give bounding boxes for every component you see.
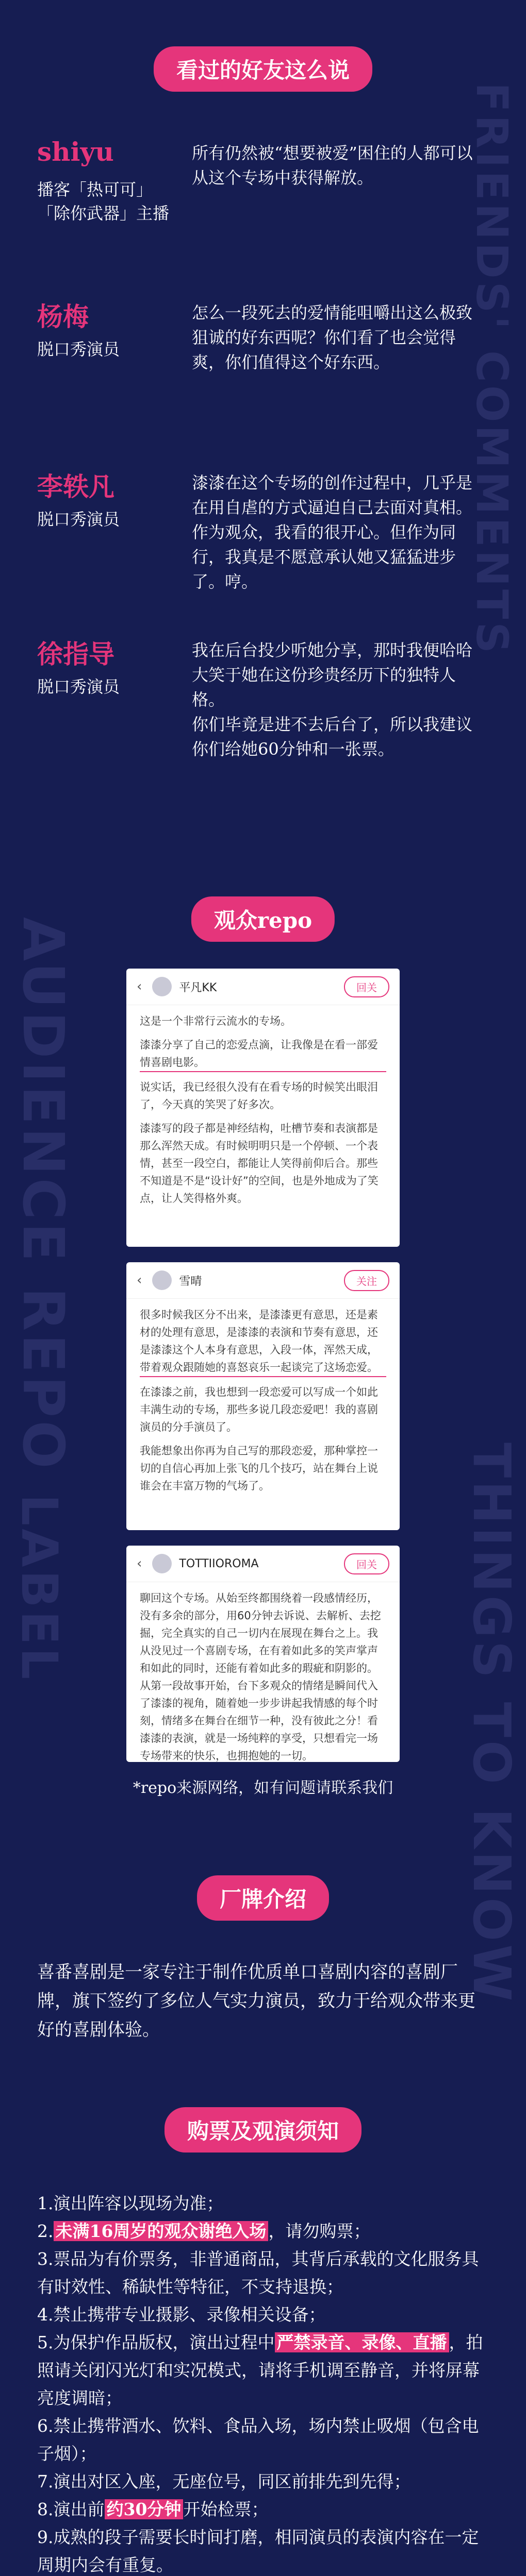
rule-item: 3.票品为有价票务，非普通商品，其背后承载的文化服务具有时效性、稀缺性等特征，不支持退换； <box>37 2249 479 2297</box>
bg-audience-repo: AUDIENCE REPO <box>10 917 76 1472</box>
repo-paragraph: 聊回这个专场。从始至终都围绕着一段感情经历，没有多余的部分，用60分钟去诉说、去解析、去挖掘，完全真实的自己一切内在展现在舞台之上。我从没见过一个喜剧专场，在有着如此多的笑声掌声和如此的同时，还能有着如此多的瑕疵和阴影的。从第一段故事开始，台下多观众的情绪是瞬间代入了漆漆的视角，随着她一步步讲起我情感的每个时刻，情绪多在舞台在细节一种，没有彼此之分！看漆漆的表演，就是一场纯粹的享受，只想看完一场专场带来的快乐，也拥抱她的一切。 <box>140 1589 386 1762</box>
rule-item: 6.禁止携带酒水、饮料、食品入场，场内禁止吸烟（包含电子烟）； <box>37 2416 479 2464</box>
friend-role: 脱口秀演员 <box>37 510 120 529</box>
friend-name: shiyu <box>37 137 114 167</box>
repo-paragraph: 我能想象出你再为自己写的那段恋爱，那种掌控一切的自信心再加上张飞的几个技巧，站在舞台上说谁会在丰富万物的气场了。 <box>140 1445 378 1492</box>
repo-paragraph: 在漆漆之前，我也想到一段恋爱可以写成一个如此丰满生动的专场，那些多说几段恋爱吧！我的喜剧演员的分手演员了。 <box>140 1386 378 1433</box>
notice-section-title: 购票及观演须知 <box>165 2107 361 2153</box>
rule-item: 7.演出对区入座，无座位号，同区前排先到先得； <box>37 2471 411 2492</box>
rule-item: 1.演出阵容以现场为准； <box>37 2193 224 2213</box>
bg-label: LABEL <box>10 1494 68 1683</box>
avatar <box>152 1270 172 1290</box>
follow-button[interactable]: 回关 <box>344 1553 389 1574</box>
friend-name: 杨梅 <box>37 301 89 332</box>
avatar <box>152 977 172 996</box>
friend-role: 脱口秀演员 <box>37 340 120 359</box>
label-description: 喜番喜剧是一家专注于制作优质单口喜剧内容的喜剧厂牌，旗下签约了多位人气实力演员，致力于给观众带来更好的喜剧体验。 <box>37 1962 475 2040</box>
friend-quote: 所有仍然被“想要被爱”困住的人都可以从这个专场中获得解放。 <box>192 143 473 188</box>
friend-name: 李轶凡 <box>37 471 114 502</box>
rule-item: 5.为保护作品版权，演出过程中 严禁录音、录像、直播 ，拍照请关闭闪光灯和实况模式，请将手机调至静音，并将屏幕亮度调暗； <box>37 2332 483 2408</box>
follow-button[interactable]: 回关 <box>344 976 389 997</box>
repo-user-name: 平凡KK <box>179 981 217 994</box>
repo-card-body <box>126 1299 400 1508</box>
repo-card <box>126 1262 400 1530</box>
bg-things-to-know: THINGS TO KNOW <box>462 1443 522 2005</box>
back-icon[interactable]: ‹ <box>137 1556 142 1571</box>
repo-paragraph: 漆漆分享了自己的恋爱点滴，让我像是在看一部爱情喜剧电影。 <box>140 1036 386 1072</box>
friends-section-title: 看过的好友这么说 <box>154 46 372 92</box>
repo-note: *repo来源网络，如有问题请联系我们 <box>133 1779 393 1797</box>
rule-item: 2. 未满16周岁的观众谢绝入场 ，请勿购票； <box>37 2221 371 2241</box>
notice-rules <box>37 2190 491 2576</box>
repo-card-header <box>126 1546 400 1582</box>
friend-quote: 我在后台投少听她分享，那时我便哈哈大笑于她在这份珍贵经历下的独特人格。 你们毕竟是进不去后台了，所以我建议你们给她60分钟和一张票。 <box>192 640 473 759</box>
repo-user-name: TOTTIIOROMA <box>179 1557 259 1570</box>
friend-quote: 漆漆在这个专场的创作过程中，几乎是在用自虐的方式逼迫自己去面对真相。作为观众，我看的很开心。但作为同行，我真是不愿意承认她又猛猛进步了。哼。 <box>192 473 473 591</box>
friend-item <box>37 296 491 430</box>
repo-paragraph: 这是一个非常行云流水的专场。 <box>140 1015 291 1027</box>
friend-item <box>37 634 491 804</box>
label-section-title: 厂牌介绍 <box>197 1875 329 1921</box>
friend-quote: 怎么一段死去的爱情能咀嚼出这么极致狙诚的好东西呢？你们看了也会觉得爽，你们值得这个好东西。 <box>192 303 473 372</box>
repo-user-name: 雪晴 <box>179 1275 202 1288</box>
repo-card-header <box>126 969 400 1005</box>
friend-role: 播客「热可可」 「除你武器」主播 <box>37 180 170 223</box>
rule-item: 4.禁止携带专业摄影、录像相关设备； <box>37 2304 326 2325</box>
friend-name: 徐指导 <box>37 639 114 669</box>
bg-friends-comments: FRIENDS' COMMENTS <box>467 82 517 656</box>
friend-item <box>37 137 491 270</box>
repo-paragraph: 说实话，我已经很久没有在看专场的时候笑出眼泪了，今天真的笑哭了好多次。 <box>140 1081 378 1111</box>
rule-item: 9.成熟的段子需要长时间打磨，相同演员的表演内容在一定周期内会有重复。 <box>37 2527 479 2575</box>
repo-card-body <box>126 1005 400 1221</box>
repo-card <box>126 969 400 1247</box>
back-icon[interactable]: ‹ <box>137 979 142 994</box>
repo-section-title: 观众repo <box>191 896 335 942</box>
friend-role: 脱口秀演员 <box>37 677 120 697</box>
avatar <box>152 1554 172 1573</box>
repo-card-body <box>126 1582 400 1762</box>
repo-card-header <box>126 1262 400 1299</box>
follow-button[interactable]: 关注 <box>344 1270 389 1291</box>
repo-card <box>126 1546 400 1762</box>
repo-paragraph: 漆漆写的段子都是神经结构，吐槽节奏和表演都是那么浑然天成。有时候明明只是一个停顿、一个表情，甚至一段空白，都能让人笑得前仰后合。那些不知道是不是“设计好”的空间，也是外地成为了笑点，让人笑得格外爽。 <box>140 1122 379 1205</box>
rule-item: 8.演出前 约30分钟 开始检票； <box>37 2499 269 2519</box>
friend-item <box>37 466 491 621</box>
back-icon[interactable]: ‹ <box>137 1273 142 1288</box>
repo-paragraph: 很多时候我区分不出来，是漆漆更有意思，还是素材的处理有意思，是漆漆的表演和节奏有意思，还是漆漆这个人本身有意思，入段一体，浑然天成，带着观众跟随她的喜怒哀乐一起谈完了这场恋爱。 <box>140 1306 386 1377</box>
